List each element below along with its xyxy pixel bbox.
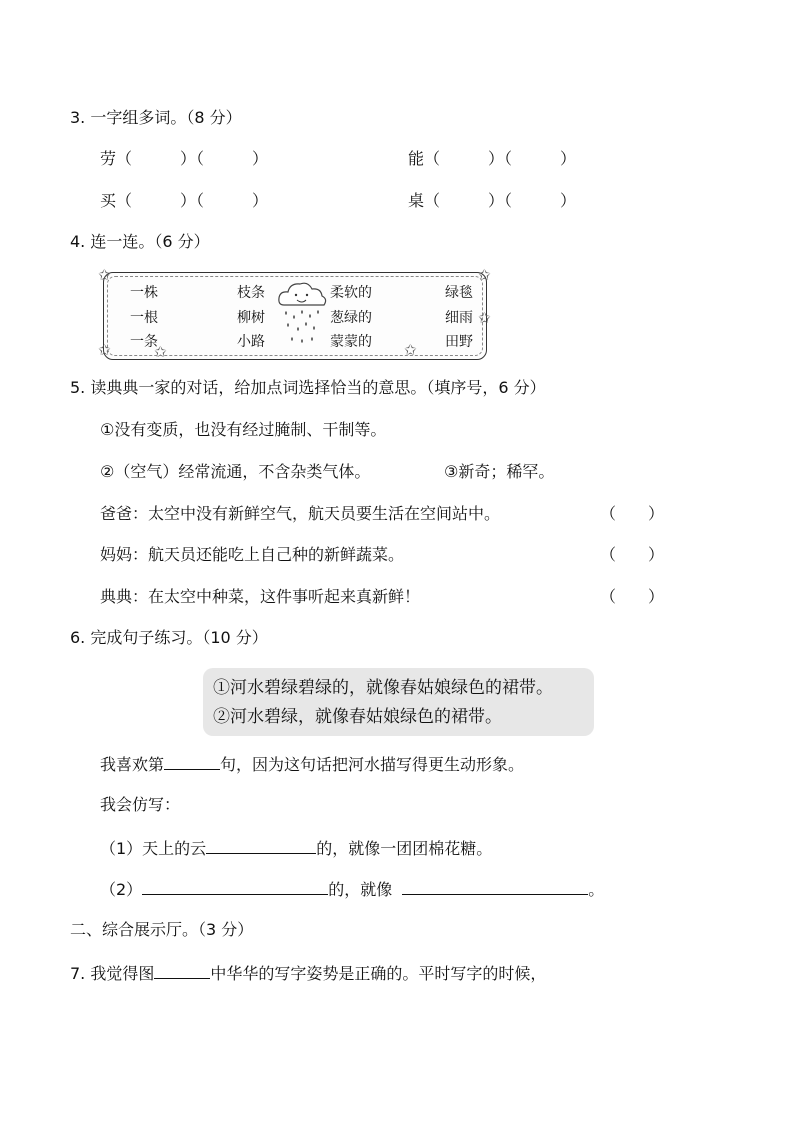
answer-parens[interactable]: （ ）（ ） [116, 191, 269, 210]
q5-line-mom: 妈妈：航天员还能吃上自己种的新鲜蔬菜。 [100, 545, 405, 564]
q3-row2-left [100, 191, 268, 211]
match-item[interactable]: 一根 [130, 310, 158, 326]
star-icon: ✩ [478, 266, 491, 284]
answer-blank[interactable] [164, 753, 220, 770]
answer-blank[interactable] [142, 878, 328, 895]
matching-box [98, 266, 491, 361]
answer-blank[interactable] [206, 837, 316, 854]
match-item[interactable]: 枝条 [237, 285, 265, 301]
match-item[interactable]: 绿毯 [445, 285, 473, 301]
answer-blank[interactable] [154, 962, 210, 979]
q6-imitate-label: 我会仿写： [100, 795, 181, 814]
match-item[interactable]: 柳树 [237, 310, 265, 326]
q6-imitate-2: （2） 的，就像 。 [100, 880, 605, 899]
star-icon: ✩ [478, 309, 491, 327]
star-icon: ✩ [154, 343, 167, 361]
q3-char: 劳 [100, 149, 117, 168]
answer-parens[interactable]: （ ）（ ） [424, 191, 577, 210]
star-icon: ✩ [98, 266, 111, 284]
answer-parens[interactable]: （ ）（ ） [424, 149, 577, 168]
q3-row2-right [408, 191, 576, 211]
q3-char: 买 [100, 191, 117, 210]
answer-blank[interactable] [402, 878, 588, 895]
sentence-2: ②河水碧绿，就像春姑娘绿色的裙带。 [213, 707, 502, 727]
answer-parens[interactable]: （ ）（ ） [116, 149, 269, 168]
q3-title: 3. 一字组多词。（8 分） [70, 108, 242, 127]
match-item[interactable]: 葱绿的 [330, 310, 372, 326]
match-item[interactable]: 一条 [130, 334, 158, 350]
match-item[interactable]: 蒙蒙的 [330, 334, 372, 350]
answer-parens[interactable]: （ ） [600, 545, 665, 564]
q4-title: 4. 连一连。（6 分） [70, 232, 210, 251]
q5-option-2: ②（空气）经常流通，不含杂类气体。 [100, 462, 371, 481]
q6-like-line: 我喜欢第 句，因为这句话把河水描写得更生动形象。 [100, 755, 525, 774]
match-item[interactable]: 细雨 [445, 310, 473, 326]
star-icon: ✩ [404, 341, 417, 359]
match-item[interactable]: 一株 [130, 285, 158, 301]
q5-option-3: ③新奇；稀罕。 [444, 462, 555, 481]
answer-parens[interactable]: （ ） [600, 504, 665, 523]
q6-title: 6. 完成句子练习。（10 分） [70, 628, 268, 647]
q5-title: 5. 读典典一家的对话，给加点词选择恰当的意思。（填序号，6 分） [70, 378, 546, 397]
q3-char: 桌 [408, 191, 425, 210]
q7-line: 7. 我觉得图 中华华的写字姿势是正确的。平时写字的时候， [70, 964, 547, 983]
q3-row1-left [100, 149, 268, 169]
star-icon: ✩ [98, 341, 111, 359]
match-item[interactable]: 柔软的 [330, 285, 372, 301]
section-2-title: 二、综合展示厅。（3 分） [70, 920, 254, 939]
q6-imitate-1: （1）天上的云 的，就像一团团棉花糖。 [100, 839, 493, 858]
match-item[interactable]: 田野 [445, 334, 473, 350]
sentence-box [203, 668, 594, 736]
sentence-1: ①河水碧绿碧绿的，就像春姑娘绿色的裙带。 [213, 678, 553, 698]
q5-line-dad: 爸爸：太空中没有新鲜空气，航天员要生活在空间站中。 [100, 504, 501, 523]
match-item[interactable]: 小路 [237, 334, 265, 350]
q5-line-diandian: 典典：在太空中种菜，这件事听起来真新鲜！ [100, 587, 421, 606]
q5-option-1: ①没有变质，也没有经过腌制、干制等。 [100, 420, 387, 439]
rain-cloud-icon [274, 277, 330, 351]
answer-parens[interactable]: （ ） [600, 587, 665, 606]
q3-char: 能 [408, 149, 425, 168]
q3-row1-right [408, 149, 576, 169]
